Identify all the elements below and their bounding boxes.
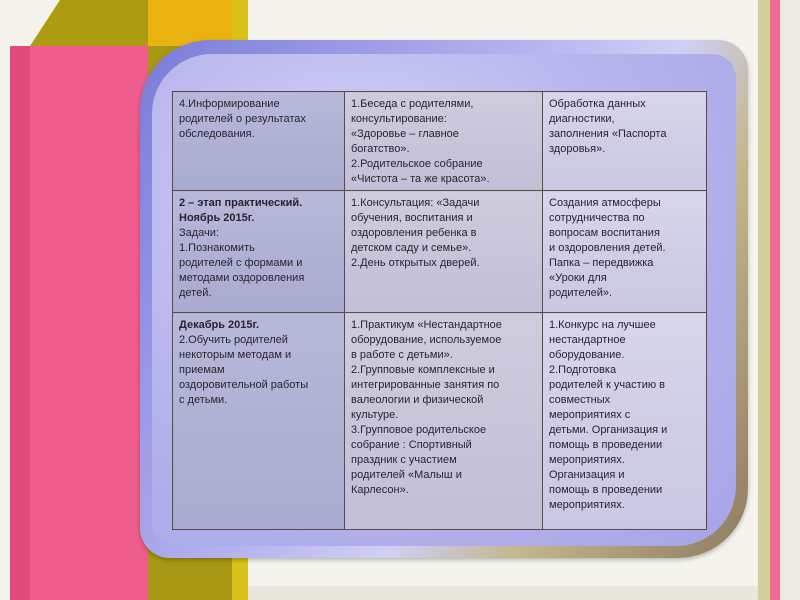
right-stripe-olive <box>758 0 770 600</box>
result-line: сотрудничества по <box>549 212 645 224</box>
stage-cell <box>173 313 345 530</box>
activity-line: в работе с детьми». <box>351 349 453 361</box>
table-row <box>173 313 707 530</box>
stage-line: приемам <box>179 364 225 376</box>
activity-line: 2.Родительское собрание <box>351 158 483 170</box>
olive-panel-top <box>30 0 148 46</box>
stage-line: родителей о результатах <box>179 113 306 125</box>
plan-table-body <box>173 92 707 530</box>
result-line: родителей к участию в <box>549 379 666 391</box>
table-row <box>173 92 707 191</box>
right-stripe-light <box>780 0 800 600</box>
stage-line: 2 – этап практический. <box>179 197 303 209</box>
stage-line: родителей с формами и <box>179 257 303 269</box>
activity-line: 1.Консультация: «Задачи <box>351 197 480 209</box>
activity-line: Карлесон». <box>351 484 409 496</box>
result-line: мероприятиях. <box>549 454 625 466</box>
result-line: Папка – передвижка <box>549 257 654 269</box>
activity-line: консультирование: <box>351 113 447 125</box>
result-line: диагностики, <box>549 113 615 125</box>
result-cell <box>543 191 707 313</box>
stage-cell <box>173 191 345 313</box>
activity-line: 1.Практикум «Нестандартное <box>351 319 502 331</box>
pink-panel-top <box>10 46 148 600</box>
activity-line: культуре. <box>351 409 399 421</box>
result-line: помощь в проведении <box>549 484 663 496</box>
result-line: заполнения «Паспорта <box>549 128 667 140</box>
activity-line: обучения, воспитания и <box>351 212 473 224</box>
result-line: мероприятиях. <box>549 499 625 511</box>
table-row <box>173 191 707 313</box>
stage-line: детей. <box>179 287 212 299</box>
stage-line: Ноябрь 2015г. <box>179 212 255 224</box>
activities-cell <box>345 92 543 191</box>
activities-cell <box>345 191 543 313</box>
activity-line: детском саду и семье». <box>351 242 472 254</box>
result-line: совместных <box>549 394 611 406</box>
result-line: детьми. Организация и <box>549 424 668 436</box>
result-line: вопросам воспитания <box>549 227 660 239</box>
stage-line: методами оздоровления <box>179 272 305 284</box>
stage-line: 4.Информирование <box>179 98 280 110</box>
stage-line: обследования. <box>179 128 255 140</box>
bottom-stripe <box>248 586 758 600</box>
result-cell <box>543 92 707 191</box>
result-line: Обработка данных <box>549 98 646 110</box>
activity-line: богатство». <box>351 143 410 155</box>
pink-panel-shade <box>10 46 30 600</box>
result-line: Создания атмосферы <box>549 197 661 209</box>
result-line: нестандартное <box>549 334 626 346</box>
stage-line: 2.Обучить родителей <box>179 334 288 346</box>
result-line: мероприятиях с <box>549 409 631 421</box>
result-line: помощь в проведении <box>549 439 663 451</box>
stage-line: некоторым методам и <box>179 349 292 361</box>
activity-line: собрание : Спортивный <box>351 439 472 451</box>
result-cell <box>543 313 707 530</box>
result-line: родителей». <box>549 287 613 299</box>
activity-line: интегрированные занятия по <box>351 379 500 391</box>
activity-line: 1.Беседа с родителями, <box>351 98 474 110</box>
result-line: оборудование. <box>549 349 625 361</box>
activity-line: 2.Групповые комплексные и <box>351 364 495 376</box>
activity-line: оздоровления ребенка в <box>351 227 477 239</box>
result-line: 2.Подготовка <box>549 364 617 376</box>
activity-line: оборудование, используемое <box>351 334 502 346</box>
stage-line: оздоровительной работы <box>179 379 309 391</box>
result-line: 1.Конкурс на лучшее <box>549 319 656 331</box>
activity-line: родителей «Малыш и <box>351 469 462 481</box>
stage-cell <box>173 92 345 191</box>
activity-line: 3.Групповое родительское <box>351 424 487 436</box>
right-stripe-pink <box>770 0 780 600</box>
result-line: здоровья». <box>549 143 606 155</box>
activities-cell <box>345 313 543 530</box>
plan-table <box>172 91 707 530</box>
stage-line: с детьми. <box>179 394 228 406</box>
activity-line: 2.День открытых дверей. <box>351 257 480 269</box>
result-line: «Уроки для <box>549 272 607 284</box>
activity-line: валеологии и физической <box>351 394 484 406</box>
result-line: Организация и <box>549 469 625 481</box>
stage-line: Декабрь 2015г. <box>179 319 260 331</box>
activity-line: праздник с участием <box>351 454 457 466</box>
activity-line: «Здоровье – главное <box>351 128 459 140</box>
activity-line: «Чистота – та же красота». <box>351 173 490 185</box>
stage-line: Задачи: <box>179 227 219 239</box>
result-line: и оздоровления детей. <box>549 242 666 254</box>
stage-line: 1.Познакомить <box>179 242 255 254</box>
